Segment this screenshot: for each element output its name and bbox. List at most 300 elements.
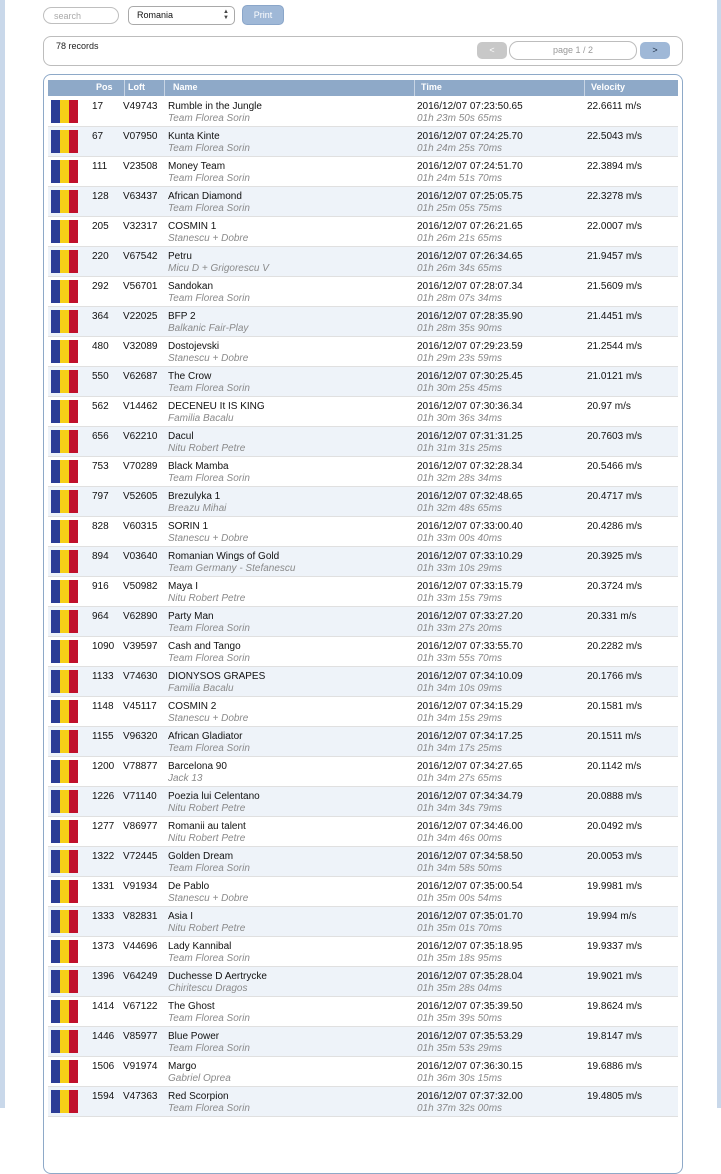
cell-name: Kunta Kinte xyxy=(168,131,220,142)
cell-pos: 916 xyxy=(92,581,109,592)
cell-velocity: 22.3894 m/s xyxy=(587,161,643,172)
cell-time: 2016/12/07 07:28:07.34 xyxy=(417,281,523,292)
cell-name: Golden Dream xyxy=(168,851,234,862)
cell-loft: V67122 xyxy=(123,1001,158,1012)
cell-team: Nitu Robert Petre xyxy=(168,593,246,604)
table-row[interactable] xyxy=(48,277,678,307)
cell-velocity: 19.9337 m/s xyxy=(587,941,643,952)
cell-team: Breazu Mihai xyxy=(168,503,227,514)
country-select-value: Romania xyxy=(137,10,174,20)
cell-name: African Gladiator xyxy=(168,731,243,742)
cell-team: Team Florea Sorin xyxy=(168,653,250,664)
cell-loft: V71140 xyxy=(123,791,157,802)
romania-flag-icon xyxy=(51,280,78,303)
cell-team: Nitu Robert Petre xyxy=(168,923,246,934)
cell-team: Team Florea Sorin xyxy=(168,863,250,874)
cell-name: Poezia lui Celentano xyxy=(168,791,260,802)
romania-flag-icon xyxy=(51,970,78,993)
cell-team: Team Florea Sorin xyxy=(168,1013,250,1024)
cell-duration: 01h 25m 05s 75ms xyxy=(417,203,503,214)
table-row[interactable] xyxy=(48,577,678,607)
header-time[interactable]: Time xyxy=(421,82,442,92)
romania-flag-icon xyxy=(51,670,78,693)
cell-duration: 01h 34m 15s 29ms xyxy=(417,713,503,724)
romania-flag-icon xyxy=(51,490,78,513)
cell-pos: 828 xyxy=(92,521,109,532)
header-separator xyxy=(164,80,165,96)
prev-page-button[interactable]: < xyxy=(477,42,507,59)
cell-loft: V14462 xyxy=(123,401,158,412)
cell-time: 2016/12/07 07:26:34.65 xyxy=(417,251,523,262)
country-select[interactable] xyxy=(128,6,235,25)
romania-flag-icon xyxy=(51,820,78,843)
table-row[interactable] xyxy=(48,217,678,247)
cell-duration: 01h 30m 36s 34ms xyxy=(417,413,503,424)
cell-time: 2016/12/07 07:34:10.09 xyxy=(417,671,523,682)
results-table xyxy=(43,74,683,1174)
cell-time: 2016/12/07 07:31:31.25 xyxy=(417,431,523,442)
cell-velocity: 21.9457 m/s xyxy=(587,251,643,262)
header-separator xyxy=(124,80,125,96)
table-header xyxy=(48,80,678,96)
romania-flag-icon xyxy=(51,250,78,273)
cell-time: 2016/12/07 07:36:30.15 xyxy=(417,1061,523,1072)
table-row[interactable] xyxy=(48,817,678,847)
cell-loft: V64249 xyxy=(123,971,158,982)
cell-team: Team Florea Sorin xyxy=(168,743,250,754)
romania-flag-icon xyxy=(51,640,78,663)
cell-velocity: 19.9981 m/s xyxy=(587,881,643,892)
cell-name: Black Mamba xyxy=(168,461,229,472)
cell-team: Team Florea Sorin xyxy=(168,953,250,964)
cell-duration: 01h 34m 27s 65ms xyxy=(417,773,503,784)
cell-name: Blue Power xyxy=(168,1031,220,1042)
table-row[interactable] xyxy=(48,247,678,277)
cell-duration: 01h 36m 30s 15ms xyxy=(417,1073,503,1084)
romania-flag-icon xyxy=(51,580,78,603)
cell-velocity: 20.2282 m/s xyxy=(587,641,643,652)
cell-time: 2016/12/07 07:33:15.79 xyxy=(417,581,523,592)
romania-flag-icon xyxy=(51,790,78,813)
cell-duration: 01h 34m 34s 79ms xyxy=(417,803,503,814)
cell-loft: V39597 xyxy=(123,641,158,652)
table-row[interactable] xyxy=(48,937,678,967)
cell-name: Money Team xyxy=(168,161,226,172)
cell-duration: 01h 32m 48s 65ms xyxy=(417,503,503,514)
cell-pos: 894 xyxy=(92,551,109,562)
cell-time: 2016/12/07 07:33:55.70 xyxy=(417,641,523,652)
cell-duration: 01h 35m 01s 70ms xyxy=(417,923,503,934)
cell-duration: 01h 37m 32s 00ms xyxy=(417,1103,503,1114)
romania-flag-icon xyxy=(51,460,78,483)
cell-velocity: 20.3724 m/s xyxy=(587,581,643,592)
cell-duration: 01h 26m 21s 65ms xyxy=(417,233,503,244)
cell-name: Barcelona 90 xyxy=(168,761,227,772)
romania-flag-icon xyxy=(51,1060,78,1083)
cell-time: 2016/12/07 07:25:05.75 xyxy=(417,191,523,202)
romania-flag-icon xyxy=(51,910,78,933)
cell-pos: 111 xyxy=(92,161,108,172)
cell-time: 2016/12/07 07:35:28.04 xyxy=(417,971,523,982)
cell-pos: 562 xyxy=(92,401,109,412)
table-row[interactable] xyxy=(48,907,678,937)
cell-team: Stanescu + Dobre xyxy=(168,353,249,364)
cell-duration: 01h 32m 28s 34ms xyxy=(417,473,503,484)
cell-loft: V44696 xyxy=(123,941,158,952)
cell-loft: V70289 xyxy=(123,461,158,472)
right-edge-rule xyxy=(717,0,721,1108)
cell-time: 2016/12/07 07:35:39.50 xyxy=(417,1001,523,1012)
cell-velocity: 20.3925 m/s xyxy=(587,551,643,562)
records-count: 78 records xyxy=(56,41,99,51)
cell-name: Romanii au talent xyxy=(168,821,246,832)
cell-name: BFP 2 xyxy=(168,311,196,322)
cell-time: 2016/12/07 07:35:53.29 xyxy=(417,1031,523,1042)
cell-pos: 1226 xyxy=(92,791,115,802)
romania-flag-icon xyxy=(51,940,78,963)
cell-team: Nitu Robert Petre xyxy=(168,833,246,844)
cell-time: 2016/12/07 07:33:00.40 xyxy=(417,521,523,532)
cell-duration: 01h 28m 35s 90ms xyxy=(417,323,503,334)
table-row[interactable] xyxy=(48,667,678,697)
cell-loft: V32317 xyxy=(123,221,158,232)
cell-time: 2016/12/07 07:35:01.70 xyxy=(417,911,523,922)
header-loft[interactable]: Loft xyxy=(128,82,145,92)
cell-name: DIONYSOS GRAPES xyxy=(168,671,266,682)
page-indicator: page 1 / 2 xyxy=(509,41,637,60)
cell-pos: 1331 xyxy=(92,881,115,892)
romania-flag-icon xyxy=(51,760,78,783)
cell-name: Party Man xyxy=(168,611,214,622)
cell-pos: 1133 xyxy=(92,671,114,682)
table-row[interactable] xyxy=(48,517,678,547)
cell-loft: V32089 xyxy=(123,341,158,352)
cell-team: Micu D + Grigorescu V xyxy=(168,263,269,274)
cell-time: 2016/12/07 07:24:25.70 xyxy=(417,131,523,142)
cell-team: Team Florea Sorin xyxy=(168,1043,250,1054)
cell-name: Cash and Tango xyxy=(168,641,241,652)
cell-pos: 797 xyxy=(92,491,109,502)
table-row[interactable] xyxy=(48,637,678,667)
cell-team: Team Florea Sorin xyxy=(168,473,250,484)
cell-velocity: 19.8147 m/s xyxy=(587,1031,643,1042)
cell-velocity: 22.3278 m/s xyxy=(587,191,643,202)
cell-team: Gabriel Oprea xyxy=(168,1073,231,1084)
left-edge-rule xyxy=(0,0,5,1108)
cell-duration: 01h 34m 17s 25ms xyxy=(417,743,503,754)
table-row[interactable] xyxy=(48,727,678,757)
cell-pos: 1414 xyxy=(92,1001,115,1012)
romania-flag-icon xyxy=(51,190,78,213)
cell-name: Maya I xyxy=(168,581,199,592)
cell-velocity: 22.6611 m/s xyxy=(587,101,642,112)
cell-velocity: 20.4286 m/s xyxy=(587,521,643,532)
cell-loft: V03640 xyxy=(123,551,158,562)
header-separator xyxy=(584,80,585,96)
cell-duration: 01h 33m 27s 20ms xyxy=(417,623,503,634)
cell-team: Familia Bacalu xyxy=(168,683,234,694)
table-row[interactable] xyxy=(48,1087,678,1117)
print-button[interactable]: Print xyxy=(242,5,284,25)
cell-loft: V50982 xyxy=(123,581,158,592)
cell-team: Team Florea Sorin xyxy=(168,293,250,304)
cell-time: 2016/12/07 07:34:34.79 xyxy=(417,791,523,802)
cell-team: Nitu Robert Petre xyxy=(168,443,246,454)
cell-velocity: 20.97 m/s xyxy=(587,401,631,412)
cell-name: SORIN 1 xyxy=(168,521,209,532)
header-velocity[interactable]: Velocity xyxy=(591,82,626,92)
table-row[interactable] xyxy=(48,457,678,487)
cell-pos: 1090 xyxy=(92,641,115,652)
cell-pos: 1446 xyxy=(92,1031,115,1042)
cell-name: COSMIN 2 xyxy=(168,701,217,712)
cell-time: 2016/12/07 07:23:50.65 xyxy=(417,101,523,112)
table-row[interactable] xyxy=(48,127,678,157)
table-row[interactable] xyxy=(48,487,678,517)
cell-pos: 128 xyxy=(92,191,109,202)
cell-velocity: 19.6886 m/s xyxy=(587,1061,643,1072)
cell-loft: V60315 xyxy=(123,521,158,532)
cell-name: African Diamond xyxy=(168,191,242,202)
cell-name: Red Scorpion xyxy=(168,1091,229,1102)
table-row[interactable] xyxy=(48,697,678,727)
cell-team: Team Germany - Stefanescu xyxy=(168,563,296,574)
cell-time: 2016/12/07 07:34:15.29 xyxy=(417,701,523,712)
table-row[interactable] xyxy=(48,97,678,127)
cell-duration: 01h 35m 53s 29ms xyxy=(417,1043,503,1054)
cell-velocity: 21.5609 m/s xyxy=(587,281,643,292)
cell-team: Team Florea Sorin xyxy=(168,173,250,184)
cell-pos: 1322 xyxy=(92,851,115,862)
select-arrows-icon: ▲ ▼ xyxy=(223,9,229,21)
cell-time: 2016/12/07 07:37:32.00 xyxy=(417,1091,523,1102)
romania-flag-icon xyxy=(51,730,78,753)
cell-velocity: 20.4717 m/s xyxy=(587,491,643,502)
cell-velocity: 21.0121 m/s xyxy=(587,371,643,382)
cell-pos: 1594 xyxy=(92,1091,115,1102)
cell-name: De Pablo xyxy=(168,881,210,892)
cell-pos: 364 xyxy=(92,311,109,322)
cell-team: Team Florea Sorin xyxy=(168,383,250,394)
cell-pos: 550 xyxy=(92,371,109,382)
cell-pos: 964 xyxy=(92,611,109,622)
cell-time: 2016/12/07 07:30:25.45 xyxy=(417,371,523,382)
cell-time: 2016/12/07 07:26:21.65 xyxy=(417,221,523,232)
cell-time: 2016/12/07 07:34:17.25 xyxy=(417,731,523,742)
cell-pos: 220 xyxy=(92,251,109,262)
table-body xyxy=(48,97,678,1117)
table-row[interactable] xyxy=(48,427,678,457)
cell-velocity: 19.994 m/s xyxy=(587,911,637,922)
cell-team: Team Florea Sorin xyxy=(168,143,250,154)
romania-flag-icon xyxy=(51,430,78,453)
cell-loft: V67542 xyxy=(123,251,158,262)
cell-loft: V91974 xyxy=(123,1061,158,1072)
romania-flag-icon xyxy=(51,130,78,153)
cell-team: Stanescu + Dobre xyxy=(168,533,249,544)
romania-flag-icon xyxy=(51,880,78,903)
cell-duration: 01h 34m 10s 09ms xyxy=(417,683,503,694)
table-row[interactable] xyxy=(48,397,678,427)
cell-loft: V07950 xyxy=(123,131,158,142)
cell-loft: V91934 xyxy=(123,881,158,892)
cell-duration: 01h 34m 46s 00ms xyxy=(417,833,503,844)
romania-flag-icon xyxy=(51,850,78,873)
cell-team: Team Florea Sorin xyxy=(168,113,250,124)
cell-name: Dostojevski xyxy=(168,341,220,352)
cell-team: Stanescu + Dobre xyxy=(168,713,249,724)
cell-pos: 656 xyxy=(92,431,109,442)
cell-time: 2016/12/07 07:33:27.20 xyxy=(417,611,523,622)
table-row[interactable] xyxy=(48,1027,678,1057)
cell-team: Familia Bacalu xyxy=(168,413,234,424)
cell-time: 2016/12/07 07:35:00.54 xyxy=(417,881,523,892)
cell-team: Stanescu + Dobre xyxy=(168,233,249,244)
cell-name: The Crow xyxy=(168,371,212,382)
cell-velocity: 20.1766 m/s xyxy=(587,671,643,682)
table-row[interactable] xyxy=(48,997,678,1027)
cell-name: Asia I xyxy=(168,911,194,922)
cell-duration: 01h 35m 39s 50ms xyxy=(417,1013,503,1024)
cell-time: 2016/12/07 07:30:36.34 xyxy=(417,401,523,412)
cell-duration: 01h 29m 23s 59ms xyxy=(417,353,503,364)
cell-pos: 753 xyxy=(92,461,109,472)
cell-time: 2016/12/07 07:32:48.65 xyxy=(417,491,523,502)
table-row[interactable] xyxy=(48,337,678,367)
table-row[interactable] xyxy=(48,547,678,577)
cell-duration: 01h 24m 51s 70ms xyxy=(417,173,503,184)
cell-time: 2016/12/07 07:29:23.59 xyxy=(417,341,523,352)
cell-pos: 1396 xyxy=(92,971,115,982)
header-pos[interactable]: Pos xyxy=(96,82,113,92)
romania-flag-icon xyxy=(51,400,78,423)
romania-flag-icon xyxy=(51,160,78,183)
cell-velocity: 22.5043 m/s xyxy=(587,131,643,142)
cell-duration: 01h 33m 15s 79ms xyxy=(417,593,503,604)
cell-duration: 01h 28m 07s 34ms xyxy=(417,293,503,304)
cell-loft: V23508 xyxy=(123,161,158,172)
table-row[interactable] xyxy=(48,187,678,217)
cell-team: Stanescu + Dobre xyxy=(168,893,249,904)
cell-velocity: 21.2544 m/s xyxy=(587,341,643,352)
cell-duration: 01h 30m 25s 45ms xyxy=(417,383,503,394)
cell-loft: V78877 xyxy=(123,761,158,772)
cell-pos: 292 xyxy=(92,281,109,292)
cell-duration: 01h 33m 00s 40ms xyxy=(417,533,503,544)
cell-velocity: 20.1581 m/s xyxy=(587,701,643,712)
cell-velocity: 20.7603 m/s xyxy=(587,431,643,442)
cell-loft: V52605 xyxy=(123,491,158,502)
cell-duration: 01h 24m 25s 70ms xyxy=(417,143,503,154)
cell-velocity: 21.4451 m/s xyxy=(587,311,643,322)
cell-loft: V82831 xyxy=(123,911,158,922)
table-row[interactable] xyxy=(48,157,678,187)
cell-team: Chiritescu Dragos xyxy=(168,983,248,994)
cell-duration: 01h 23m 50s 65ms xyxy=(417,113,503,124)
cell-pos: 480 xyxy=(92,341,109,352)
cell-loft: V74630 xyxy=(123,671,158,682)
header-separator xyxy=(414,80,415,96)
cell-loft: V62687 xyxy=(123,371,158,382)
cell-loft: V86977 xyxy=(123,821,158,832)
cell-duration: 01h 31m 31s 25ms xyxy=(417,443,503,454)
cell-loft: V63437 xyxy=(123,191,158,202)
table-row[interactable] xyxy=(48,607,678,637)
cell-name: DECENEU It IS KING xyxy=(168,401,265,412)
romania-flag-icon xyxy=(51,1030,78,1053)
cell-time: 2016/12/07 07:28:35.90 xyxy=(417,311,523,322)
romania-flag-icon xyxy=(51,310,78,333)
cell-pos: 17 xyxy=(92,101,104,112)
romania-flag-icon xyxy=(51,340,78,363)
cell-name: Romanian Wings of Gold xyxy=(168,551,280,562)
cell-name: Petru xyxy=(168,251,192,262)
cell-team: Team Florea Sorin xyxy=(168,203,250,214)
cell-name: Duchesse D Aertrycke xyxy=(168,971,267,982)
romania-flag-icon xyxy=(51,550,78,573)
cell-duration: 01h 26m 34s 65ms xyxy=(417,263,503,274)
cell-name: Sandokan xyxy=(168,281,214,292)
romania-flag-icon xyxy=(51,370,78,393)
cell-loft: V49743 xyxy=(123,101,158,112)
cell-velocity: 20.0053 m/s xyxy=(587,851,643,862)
romania-flag-icon xyxy=(51,700,78,723)
cell-pos: 1277 xyxy=(92,821,115,832)
cell-name: The Ghost xyxy=(168,1001,215,1012)
cell-time: 2016/12/07 07:24:51.70 xyxy=(417,161,523,172)
cell-time: 2016/12/07 07:34:27.65 xyxy=(417,761,523,772)
table-row[interactable] xyxy=(48,367,678,397)
cell-duration: 01h 35m 00s 54ms xyxy=(417,893,503,904)
cell-loft: V96320 xyxy=(123,731,158,742)
cell-velocity: 22.0007 m/s xyxy=(587,221,643,232)
cell-loft: V62210 xyxy=(123,431,158,442)
cell-time: 2016/12/07 07:33:10.29 xyxy=(417,551,523,562)
cell-loft: V45117 xyxy=(123,701,157,712)
table-row[interactable] xyxy=(48,847,678,877)
cell-pos: 1148 xyxy=(92,701,114,712)
cell-velocity: 20.0492 m/s xyxy=(587,821,643,832)
romania-flag-icon xyxy=(51,520,78,543)
cell-pos: 1200 xyxy=(92,761,115,772)
cell-team: Nitu Robert Petre xyxy=(168,803,246,814)
table-row[interactable] xyxy=(48,967,678,997)
romania-flag-icon xyxy=(51,1090,78,1113)
table-row[interactable] xyxy=(48,307,678,337)
cell-time: 2016/12/07 07:34:58.50 xyxy=(417,851,523,862)
cell-velocity: 19.4805 m/s xyxy=(587,1091,643,1102)
records-bar xyxy=(43,36,683,66)
cell-pos: 1333 xyxy=(92,911,115,922)
cell-team: Team Florea Sorin xyxy=(168,623,250,634)
cell-loft: V56701 xyxy=(123,281,158,292)
cell-pos: 67 xyxy=(92,131,104,142)
cell-name: Lady Kannibal xyxy=(168,941,232,952)
header-name[interactable]: Name xyxy=(173,82,198,92)
cell-team: Team Florea Sorin xyxy=(168,1103,250,1114)
search-input[interactable] xyxy=(43,7,119,24)
table-row[interactable] xyxy=(48,787,678,817)
cell-team: Jack 13 xyxy=(168,773,203,784)
cell-duration: 01h 35m 18s 95ms xyxy=(417,953,503,964)
next-page-button[interactable]: > xyxy=(640,42,670,59)
cell-team: Balkanic Fair-Play xyxy=(168,323,249,334)
table-row[interactable] xyxy=(48,757,678,787)
table-row[interactable] xyxy=(48,877,678,907)
cell-duration: 01h 33m 55s 70ms xyxy=(417,653,503,664)
table-row[interactable] xyxy=(48,1057,678,1087)
cell-velocity: 19.8624 m/s xyxy=(587,1001,643,1012)
